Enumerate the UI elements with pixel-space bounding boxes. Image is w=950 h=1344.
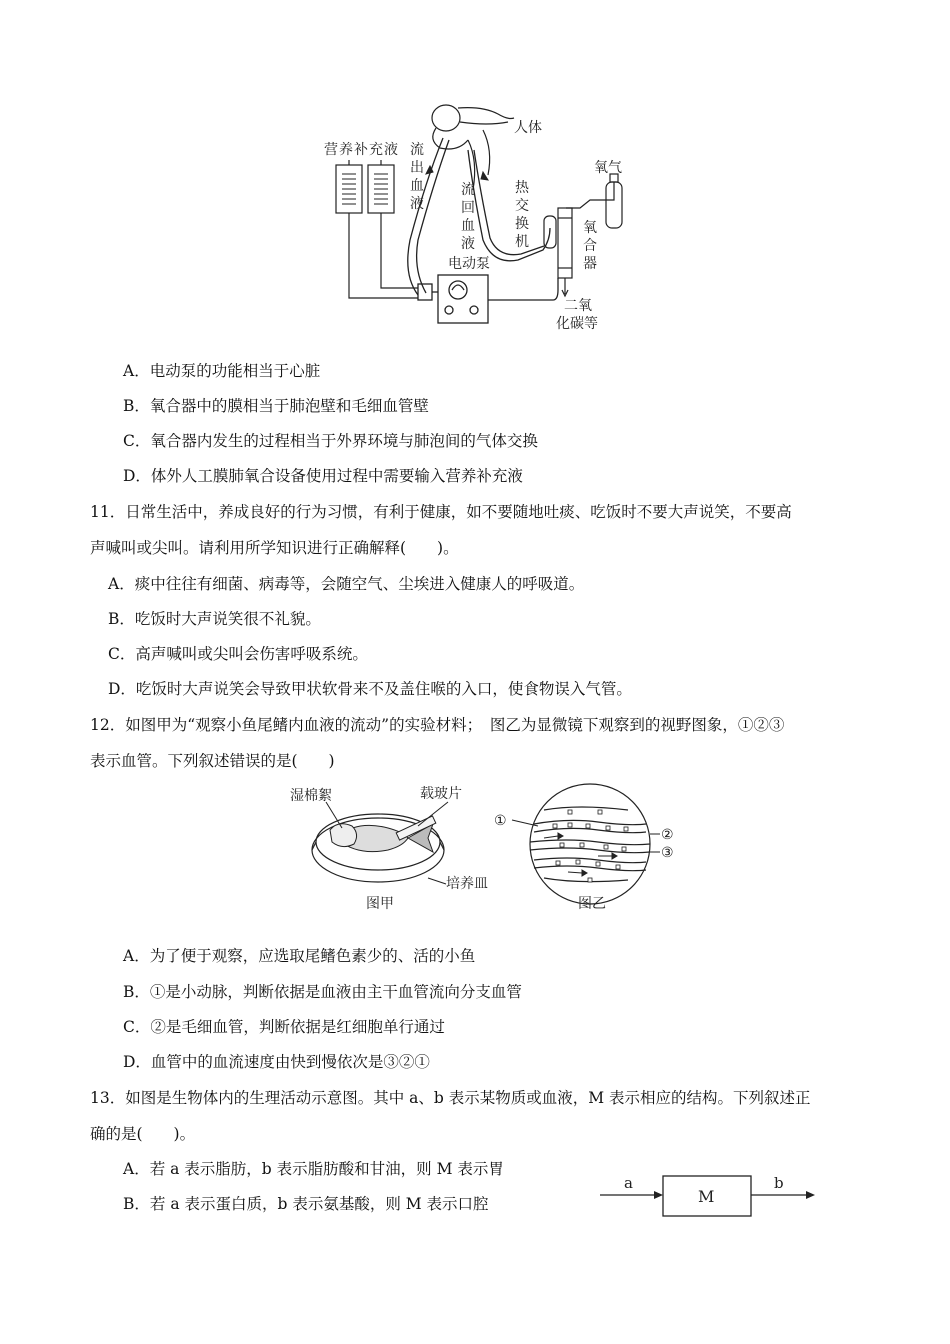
caption-a: 图甲 bbox=[366, 896, 394, 912]
caption-b: 图乙 bbox=[578, 896, 606, 912]
blood-back-label bbox=[461, 181, 475, 252]
q12-option-c: C．②是毛细血管，判断依据是红细胞单行通过 bbox=[123, 1018, 445, 1036]
svg-text:液: 液 bbox=[461, 236, 475, 252]
svg-text:交: 交 bbox=[515, 198, 529, 214]
q12-stem-line2: 表示血管。下列叙述错误的是( ) bbox=[90, 752, 335, 770]
q13-stem-line1: 13．如图是生物体内的生理活动示意图。其中 a、b 表示某物质或血液，M 表示相应的结构。下列叙述正 bbox=[90, 1089, 811, 1107]
q11-option-c: C．高声喊叫或尖叫会伤害呼吸系统。 bbox=[108, 645, 368, 663]
wet-cotton bbox=[330, 824, 357, 847]
oxygenator-label bbox=[583, 220, 597, 272]
svg-text:机: 机 bbox=[515, 234, 529, 250]
svg-text:热: 热 bbox=[515, 180, 529, 196]
label-m: M bbox=[698, 1187, 715, 1206]
oxygenator bbox=[558, 208, 572, 296]
heat-exchanger-label bbox=[515, 179, 530, 250]
wet-cotton-label: 湿棉絮 bbox=[290, 788, 332, 804]
tubes bbox=[408, 138, 573, 300]
svg-text:血: 血 bbox=[410, 178, 424, 194]
co2-label-1: 二氧 bbox=[564, 298, 592, 314]
svg-text:出: 出 bbox=[410, 160, 424, 176]
nutrient-label: 营养补充液 bbox=[324, 142, 399, 158]
q13-stem-line2: 确的是( )。 bbox=[90, 1125, 196, 1143]
oxygen-label: 氧气 bbox=[594, 160, 622, 176]
svg-text:回: 回 bbox=[461, 200, 475, 216]
q11-option-b: B．吃饭时大声说笑很不礼貌。 bbox=[108, 610, 321, 628]
q12-stem-line1: 12．如图甲为“观察小鱼尾鳍内血液的流动”的实验材料； 图乙为显微镜下观察到的视野图象，①②③ bbox=[90, 716, 785, 734]
blood-out-label bbox=[410, 141, 424, 212]
svg-text:器: 器 bbox=[583, 256, 597, 272]
label-b: b bbox=[774, 1174, 784, 1192]
co2-label-2: 化碳等 bbox=[556, 316, 598, 332]
q12-option-d: D．血管中的血流速度由快到慢依次是③②① bbox=[123, 1053, 430, 1071]
svg-text:流: 流 bbox=[461, 182, 475, 198]
nutrient-bags bbox=[336, 160, 418, 298]
q12-option-b: B．①是小动脉，判断依据是血液由主干血管流向分支血管 bbox=[123, 983, 522, 1001]
mark-1: ① bbox=[494, 813, 507, 829]
q11-option-d: D．吃饭时大声说笑会导致甲状软骨来不及盖住喉的入口，使食物误入气管。 bbox=[108, 680, 632, 698]
q13-option-b: B．若 a 表示蛋白质，b 表示氨基酸，则 M 表示口腔 bbox=[123, 1195, 489, 1213]
human-label: 人体 bbox=[514, 120, 542, 136]
q10-option-d: D．体外人工膜肺氧合设备使用过程中需要输入营养补充液 bbox=[123, 467, 523, 485]
q10-option-c: C．氧合器内发生的过程相当于外界环境与肺泡间的气体交换 bbox=[123, 432, 538, 450]
label-a: a bbox=[624, 1174, 633, 1192]
svg-text:血: 血 bbox=[461, 218, 475, 234]
svg-text:换: 换 bbox=[515, 216, 529, 232]
q13-option-a: A．若 a 表示脂肪，b 表示脂肪酸和甘油，则 M 表示胃 bbox=[123, 1160, 504, 1178]
svg-text:合: 合 bbox=[583, 238, 597, 254]
q12-option-a: A．为了便于观察，应选取尾鳍色素少的、活的小鱼 bbox=[123, 947, 476, 965]
microscope-view bbox=[530, 784, 650, 904]
human-body bbox=[432, 105, 514, 190]
pump-label: 电动泵 bbox=[448, 256, 490, 272]
q11-option-a: A．痰中往往有细菌、病毒等，会随空气、尘埃进入健康人的呼吸道。 bbox=[108, 575, 585, 593]
slide-label: 载玻片 bbox=[420, 786, 462, 802]
svg-text:流: 流 bbox=[410, 142, 424, 158]
q11-stem-line2: 声喊叫或尖叫。请利用所学知识进行正确解释( )。 bbox=[90, 539, 459, 557]
fish-figure bbox=[268, 780, 688, 920]
q10-option-a: A．电动泵的功能相当于心脏 bbox=[123, 362, 321, 380]
process-diagram bbox=[596, 1168, 822, 1224]
q11-stem-line1: 11．日常生活中，养成良好的行为习惯，有利于健康，如不要随地吐痰、吃饭时不要大声说笑，不要高 bbox=[90, 503, 792, 521]
ecmo-figure bbox=[318, 100, 638, 336]
dish-label: 培养皿 bbox=[446, 876, 488, 892]
mark-2: ② bbox=[661, 827, 674, 843]
svg-text:液: 液 bbox=[410, 196, 424, 212]
oxygen-tank bbox=[573, 174, 622, 228]
mark-3: ③ bbox=[661, 845, 674, 861]
q10-option-b: B．氧合器中的膜相当于肺泡壁和毛细血管壁 bbox=[123, 397, 429, 415]
electric-pump bbox=[418, 275, 488, 323]
svg-text:氧: 氧 bbox=[583, 220, 597, 236]
